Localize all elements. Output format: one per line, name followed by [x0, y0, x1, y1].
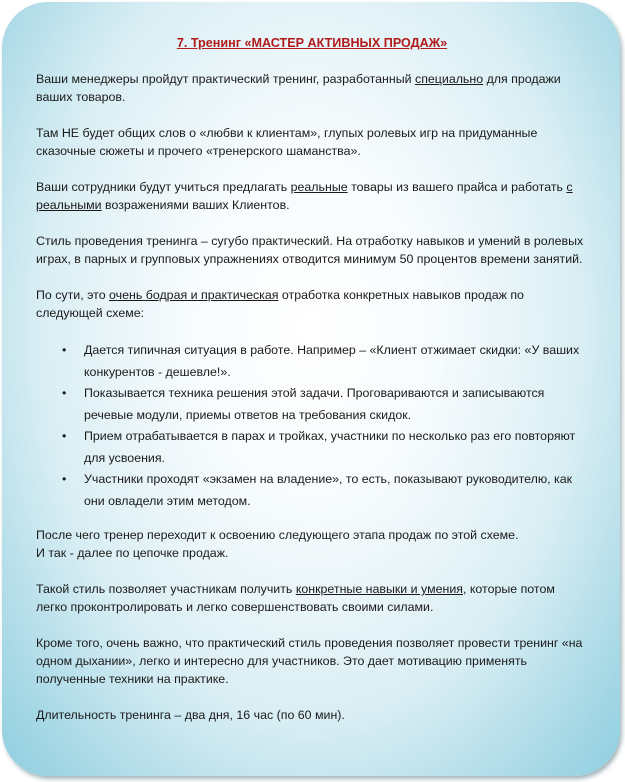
paragraph-no-general-words: Там НЕ будет общих слов о «любви к клиентам», глупых ролевых игр на придуманные сказочные сюжеты и прочего «тренерского шаманства».	[36, 126, 538, 158]
text-fragment: возражениями ваших Клиентов.	[101, 198, 290, 212]
text-fragment: отработка конкретных навыков продаж по следующей схеме:	[36, 288, 524, 320]
paragraph-scheme-intro	[36, 286, 588, 322]
text-fragment: для продажи ваших товаров.	[36, 72, 561, 104]
text-fragment: товары из вашего прайса и работать	[347, 180, 567, 194]
paragraph-skills	[36, 580, 588, 616]
text-fragment: После чего тренер переходит к освоению следующего этапа продаж по этой схеме.	[36, 528, 519, 542]
paragraph-duration: Длительность тренинга – два дня, 16 час (по 60 мин).	[36, 708, 345, 722]
text-fragment: И так - далее по цепочке продаж.	[36, 546, 229, 560]
paragraph-training-style: Стиль проведения тренинга – сугубо практический. На отработку навыков и умений в ролевых играх, в парных и групповых упражнениях отводится минимум 50 процентов времени занятий.	[36, 234, 584, 266]
text-fragment: Такой стиль позволяет участникам получить	[36, 582, 296, 596]
list-item: • Участники проходят «экзамен на владение», то есть, показывают руководителю, как они овладели этим методом.	[36, 469, 588, 512]
text-fragment: Ваши сотрудники будут учиться предлагать	[36, 180, 291, 194]
underlined-text: конкретные навыки и умения	[295, 582, 463, 596]
underlined-text: с реальными	[36, 180, 573, 212]
info-panel	[2, 2, 620, 776]
list-item: • Дается типичная ситуация в работе. Например – «Клиент отжимает скидки: «У ваших конкурентов - дешевле!».	[36, 340, 588, 383]
text-fragment: По сути, это	[36, 288, 110, 302]
paragraph-real-products	[36, 178, 588, 214]
list-item: • Прием отрабатывается в парах и тройках, участники по несколько раз его повторяют для усвоения.	[36, 426, 588, 469]
underlined-text: специально	[415, 72, 484, 86]
paragraph-intro	[36, 70, 588, 106]
text-fragment: Ваши менеджеры пройдут практический тренинг, разработанный	[36, 72, 415, 86]
paragraph-next-stage	[36, 526, 588, 562]
paragraph-motivation: Кроме того, очень важно, что практический стиль проведения позволяет провести тренинг «на одном дыхании», легко и интересно для участников. Это дает мотивацию применять полученные техники на практике.	[36, 636, 583, 686]
text-fragment: , которые потом легко проконтролировать и легко совершенствовать своими силами.	[36, 582, 555, 614]
underlined-text: очень бодрая и практическая	[109, 288, 279, 302]
list-item: • Показывается техника решения этой задачи. Проговариваются и записываются речевые модули, приемы ответов на требования скидок.	[36, 383, 588, 426]
panel-content	[36, 30, 588, 742]
scheme-list	[36, 340, 588, 512]
underlined-text: реальные	[290, 180, 348, 194]
page-title: 7. Тренинг «МАСТЕР АКТИВНЫХ ПРОДАЖ»	[176, 36, 448, 50]
